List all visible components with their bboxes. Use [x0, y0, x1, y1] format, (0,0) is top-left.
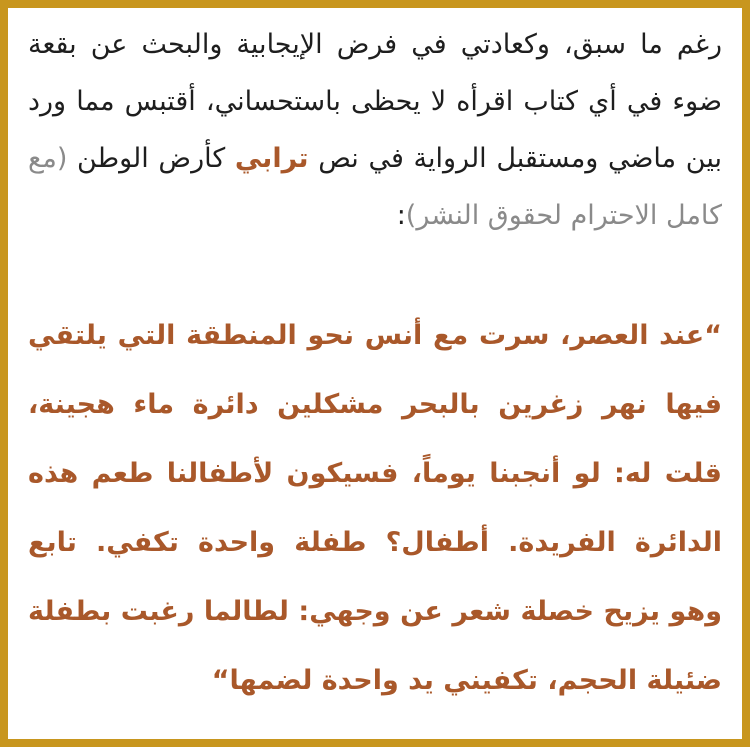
- intro-end-punct: :: [396, 200, 406, 231]
- article-content: [28, 16, 722, 742]
- intro-text: رغم ما سبق، وكعادتي في فرض الإيجابية والبحث عن بقعة ضوء في أي كتاب اقرأه لا يحظى باستحساني، أقتبس مما ورد بين ماضي ومستقبل الرواية في نص: [28, 29, 722, 174]
- book-title-highlight: ترابي: [234, 143, 309, 174]
- intro-paragraph: [28, 16, 722, 244]
- intro-text-continued: كأرض الوطن: [67, 143, 235, 174]
- book-quote: “عند العصر، سرت مع أنس نحو المنطقة التي يلتقي فيها نهر زغرين بالبحر مشكلين دائرة ماء هجينة، قلت له: لو أنجبنا يوماً، فسيكون لأطفالنا طعم هذه الدائرة الفريدة. أطفال؟ طفلة واحدة تكفي. تابع وهو يزيح خصلة شعر عن وجهي: لطالما رغبت بطفلة ضئيلة الحجم، تكفيني يد واحدة لضمها“: [28, 320, 722, 696]
- copyright-note: (مع كامل الاحترام لحقوق النشر): [28, 143, 722, 231]
